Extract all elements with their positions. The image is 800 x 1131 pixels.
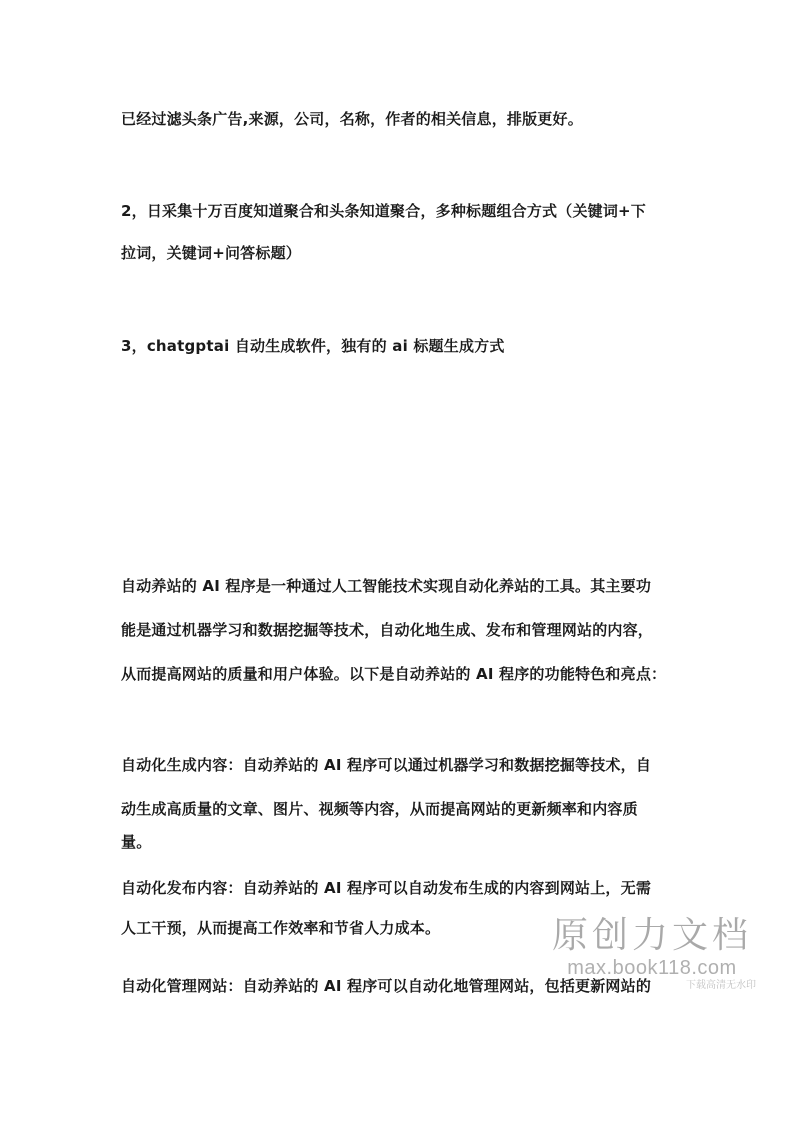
- watermark: [551, 915, 756, 993]
- watermark-url: max.book118.com: [567, 957, 737, 979]
- text-line: 从而提高网站的质量和用户体验。以下是自动养站的 AI 程序的功能特色和亮点：: [121, 665, 667, 683]
- watermark-tag: 下载高清无水印: [686, 980, 756, 991]
- text-line: 拉词，关键词+问答标题）: [121, 244, 301, 262]
- text-line: 3，chatgptai 自动生成软件，独有的 ai 标题生成方式: [121, 337, 505, 355]
- text-line: 能是通过机器学习和数据挖掘等技术，自动化地生成、发布和管理网站的内容，: [121, 621, 654, 639]
- text-line: 自动化发布内容：自动养站的 AI 程序可以自动发布生成的内容到网站上，无需: [121, 879, 652, 897]
- text-line: 自动化管理网站：自动养站的 AI 程序可以自动化地管理网站，包括更新网站的: [121, 977, 652, 995]
- text-line: 动生成高质量的文章、图片、视频等内容，从而提高网站的更新频率和内容质: [121, 800, 638, 818]
- text-line: 量。: [121, 833, 152, 851]
- text-line: 2，日采集十万百度知道聚合和头条知道聚合，多种标题组合方式（关键词+下: [121, 202, 647, 220]
- text-line: 自动养站的 AI 程序是一种通过人工智能技术实现自动化养站的工具。其主要功: [121, 577, 652, 595]
- text-line: 人工干预，从而提高工作效率和节省人力成本。: [121, 919, 441, 937]
- text-line: 自动化生成内容：自动养站的 AI 程序可以通过机器学习和数据挖掘等技术，自: [121, 756, 652, 774]
- text-line: 已经过滤头条广告,来源，公司，名称，作者的相关信息，排版更好。: [121, 110, 583, 128]
- watermark-title: 原创力文档: [551, 915, 752, 956]
